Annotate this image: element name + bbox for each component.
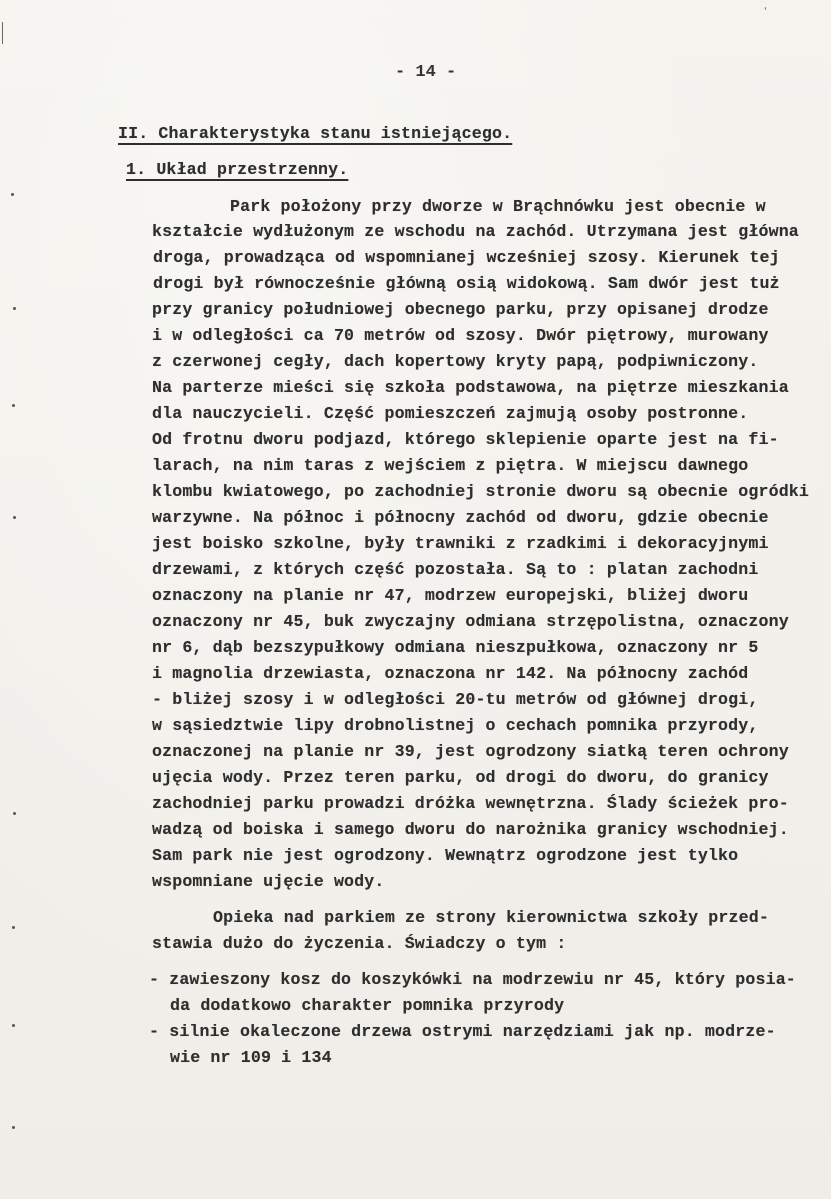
paragraph-line: kształcie wydłużonym ze wschodu na zachód. Utrzymana jest główna	[152, 222, 799, 241]
paragraph-line: Sam park nie jest ogrodzony. Wewnątrz ogrodzone jest tylko	[152, 846, 739, 865]
margin-hole-mark	[12, 1024, 15, 1027]
paragraph-line: oznaczonej na planie nr 39, jest ogrodzony siatką teren ochrony	[152, 742, 789, 761]
paragraph-line: z czerwonej cegły, dach kopertowy kryty papą, podpiwniczony.	[152, 352, 759, 371]
paragraph-line: wadzą od boiska i samego dworu do narożnika granicy wschodniej.	[152, 820, 789, 839]
paragraph-line: ujęcia wody. Przez teren parku, od drogi do dworu, do granicy	[152, 768, 769, 787]
paragraph-line: larach, na nim taras z wejściem z piętra. W miejscu dawnego	[152, 456, 749, 475]
paragraph-line: jest boisko szkolne, były trawniki z rzadkimi i dekoracyjnymi	[152, 534, 769, 553]
list-item-continuation: da dodatkowo charakter pomnika przyrody	[170, 996, 565, 1015]
subsection-title: 1. Układ przestrzenny.	[126, 160, 349, 179]
margin-hole-mark	[12, 404, 15, 407]
paragraph-line: Na parterze mieści się szkoła podstawowa, na piętrze mieszkania	[152, 378, 789, 397]
edge-mark	[2, 22, 3, 44]
paragraph-line: Park położony przy dworze w Brąchnówku jest obecnie w	[230, 197, 766, 216]
page-number: - 14 -	[395, 63, 457, 82]
paragraph-line: drogi był równocześnie główną osią widokową. Sam dwór jest tuż	[153, 274, 780, 293]
paragraph-line: warzywne. Na północ i północny zachód od dworu, gdzie obecnie	[152, 508, 769, 527]
paragraph-line: dla nauczycieli. Część pomieszczeń zajmują osoby postronne.	[152, 404, 749, 423]
paragraph-line: nr 6, dąb bezszypułkowy odmiana nieszpułkowa, oznaczony nr 5	[152, 638, 759, 657]
paragraph-line: wspomniane ujęcie wody.	[152, 872, 385, 891]
margin-hole-mark	[13, 812, 16, 815]
paragraph-line: - bliżej szosy i w odległości 20-tu metrów od głównej drogi,	[152, 690, 759, 709]
paragraph-line: Opieka nad parkiem ze strony kierownictwa szkoły przed-	[213, 908, 769, 927]
paragraph-line: oznaczony na planie nr 47, modrzew europejski, bliżej dworu	[152, 586, 749, 605]
paragraph-line: i w odległości ca 70 metrów od szosy. Dwór piętrowy, murowany	[152, 326, 769, 345]
paragraph-line: i magnolia drzewiasta, oznaczona nr 142. Na północny zachód	[152, 664, 749, 683]
paragraph-line: oznaczony nr 45, buk zwyczajny odmiana strzępolistna, oznaczony	[152, 612, 789, 631]
paragraph-line: zachodniej parku prowadzi dróżka wewnętrzna. Ślady ścieżek pro-	[152, 794, 789, 813]
margin-hole-mark	[13, 307, 16, 310]
list-item-continuation: wie nr 109 i 134	[170, 1048, 332, 1067]
margin-hole-mark	[12, 1126, 15, 1129]
margin-hole-mark	[11, 193, 14, 196]
section-title: II. Charakterystyka stanu istniejącego.	[118, 124, 513, 143]
corner-mark: ʼ	[761, 6, 769, 20]
paragraph-line: przy granicy południowej obecnego parku, przy opisanej drodze	[152, 300, 769, 319]
list-item: - zawieszony kosz do koszykówki na modrzewiu nr 45, który posia-	[149, 970, 796, 989]
paragraph-line: drzewami, z których część pozostała. Są to : platan zachodni	[152, 560, 759, 579]
paragraph-line: klombu kwiatowego, po zachodniej stronie dworu są obecnie ogródki	[152, 482, 810, 501]
margin-hole-mark	[12, 926, 15, 929]
margin-hole-mark	[13, 516, 16, 519]
list-item: - silnie okaleczone drzewa ostrymi narzędziami jak np. modrze-	[149, 1022, 776, 1041]
paragraph-line: droga, prowadząca od wspomnianej wcześniej szosy. Kierunek tej	[153, 248, 780, 267]
paragraph-line: w sąsiedztwie lipy drobnolistnej o cechach pomnika przyrody,	[152, 716, 759, 735]
paragraph-line: Od frotnu dworu podjazd, którego sklepienie oparte jest na fi-	[152, 430, 779, 449]
paragraph-line: stawia dużo do życzenia. Świadczy o tym :	[152, 934, 567, 953]
